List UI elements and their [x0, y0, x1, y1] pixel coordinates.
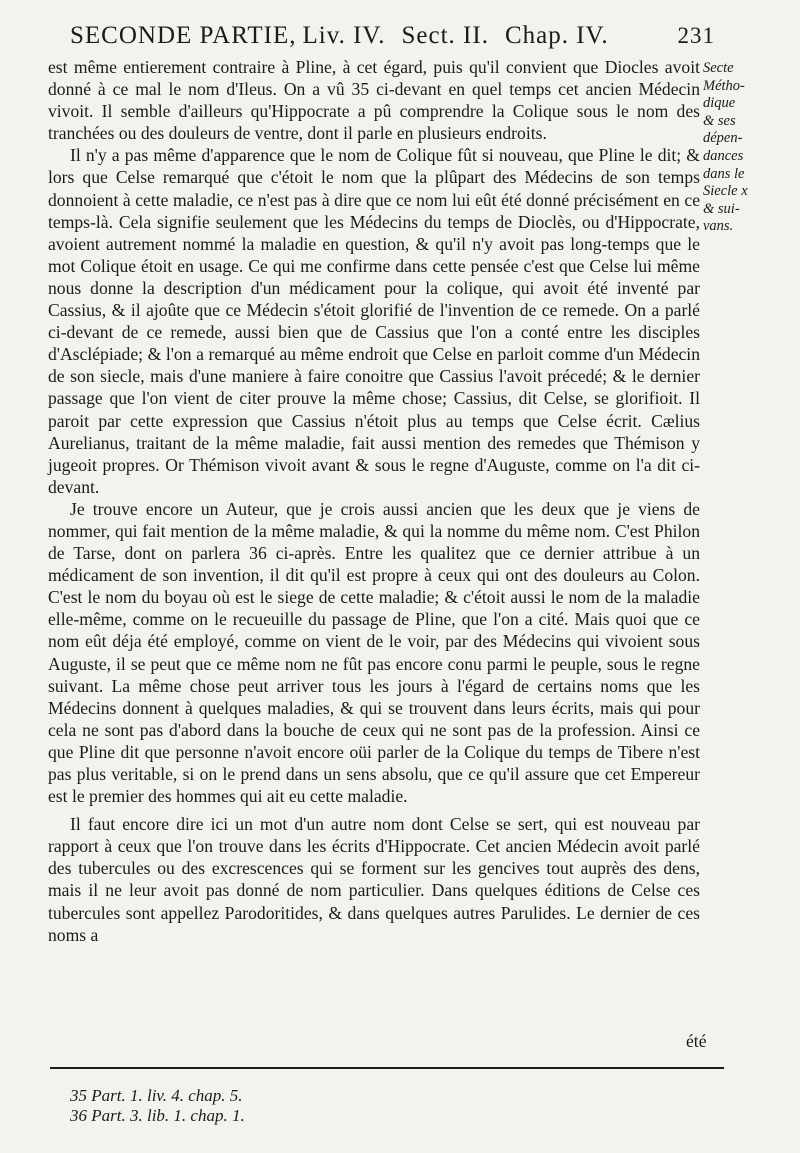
paragraph: Je trouve encore un Auteur, que je crois aussi ancien que les deux que je viens de nommer, qui fait mention de la même maladie, & qui la nomme du même nom. C'est Philon de Tarse, dont on parlera 36 ci-après. Entre les qualitez que ce dernier attribue à un médicament de son invention, il dit qu'il est propre à ceux qui ont des douleurs au Colon. C'est le nom du boyau où est le siege de cette maladie; & c'étoit aussi le nom de la maladie elle-même, comme on le recueuille du passage de Pline, que l'on a cité. Mais quoi que ce nom eût déja été employé, comme on vient de le voir, par des Médecins qui vivoient sous Auguste, il se peut que ce même nom ne fût pas encore conu parmi le peuple, sous le regne suivant. La même chose peut arriver tous les jours à l'égard de certains noms que les Médecins donnent à quelques maladies, & qui se trouvent dans leurs écrits, mais qui pour cela ne sont pas d'abord dans la bouche de ceux qui ne sont pas de la profession. Ainsi ce que Pline dit que personne n'avoit encore oüi parler de la Colique du temps de Tibere n'est pas plus veritable, si on le prend dans un sens absolu, que ce qu'il assure que cet Empereur est le premier des hommes qui ait eu cette maladie. — [48, 498, 700, 807]
footnote: 36 Part. 3. lib. 1. chap. 1. — [70, 1106, 245, 1125]
header-part: SECONDE PARTIE, — [70, 22, 297, 49]
header-livre: Liv. IV. — [302, 22, 386, 49]
paragraph: Il faut encore dire ici un mot d'un autre nom dont Celse se sert, qui est nouveau par rapport à ceux que l'on trouve dans les écrits d'Hippocrate. Cet ancien Médecin avoit parlé des tubercules ou des excrescences qui se forment sur les gencives tout auprès des dens, mais il ne leur avoit pas donné de nom particulier. Dans quelques éditions de Celse ces tubercules sont appellez Parodoritides, & dans quelques autres Parulides. Le dernier de ces noms a — [48, 814, 700, 945]
header-chapter: Chap. IV. — [504, 22, 609, 49]
footnotes — [70, 1086, 670, 1126]
body-text — [48, 56, 700, 946]
footnote: 35 Part. 1. liv. 4. chap. 5. — [70, 1086, 243, 1105]
catchword: été — [686, 1031, 707, 1051]
margin-note: Secte Métho- dique & ses dépen- dances dans le Siecle x & sui- vans. — [703, 60, 748, 235]
paragraph: est même entierement contraire à Pline, à cet égard, puis qu'il convient que Diocles avoit donné à ce mal le nom d'Ileus. On a vû 35 ci-devant en quel temps cet ancien Médecin vivoit. Il semble d'ailleurs qu'Hippocrate a pû comprendre la Colique sous le nom des tranchées ou des douleurs de ventre, dont il parle en plusieurs endroits. — [48, 57, 700, 144]
paragraph: Il n'y a pas même d'apparence que le nom de Colique fût si nouveau, que Pline le dit; & lors que Celse remarqué que c'étoit le nom que la plûpart des Médecins de son temps donnoient à cette maladie, ce n'est pas à dire que ce nom lui eût été donné précisément en ce temps-là. Cela signifie seulement que les Médecins du temps de Dioclès, ou d'Hippocrate, avoient autrement nommé la maladie en question, & qu'il n'y avoit pas long-temps que le mot Colique étoit en usage. Ce qui me confirme dans cette pensée c'est que Celse lui même nous donne la description d'un médicament pour la colique, qui avoit été inventé par Cassius, & il ajoûte que ce Médecin s'étoit glorifié de l'invention de ce remede. On a parlé ci-devant de ce remede, aussi bien que de Cassius que l'on a conté entre les disciples d'Asclépiade; & l'on a remarqué au même endroit que Celse en parloit comme d'un Médecin de son siecle, mais d'une maniere à faire conoitre que Cassius l'avoit précedé; & le dernier passage que l'on vient de citer prouve la même chose; Cassius, dit Celse, se glorifioit. Il paroit par cette expression que Cassius n'étoit plus au temps que Celse écrit. Cælius Aurelianus, traitant de la même maladie, fait aussi mention des remedes que Thémison y jugeoit propres. Or Thémison vivoit avant & sous le regne d'Auguste, comme on l'a dit ci-devant. — [48, 145, 700, 497]
page-number: 231 — [677, 23, 715, 48]
header-section: Sect. II. — [401, 22, 489, 49]
footnote-rule — [50, 1067, 724, 1069]
